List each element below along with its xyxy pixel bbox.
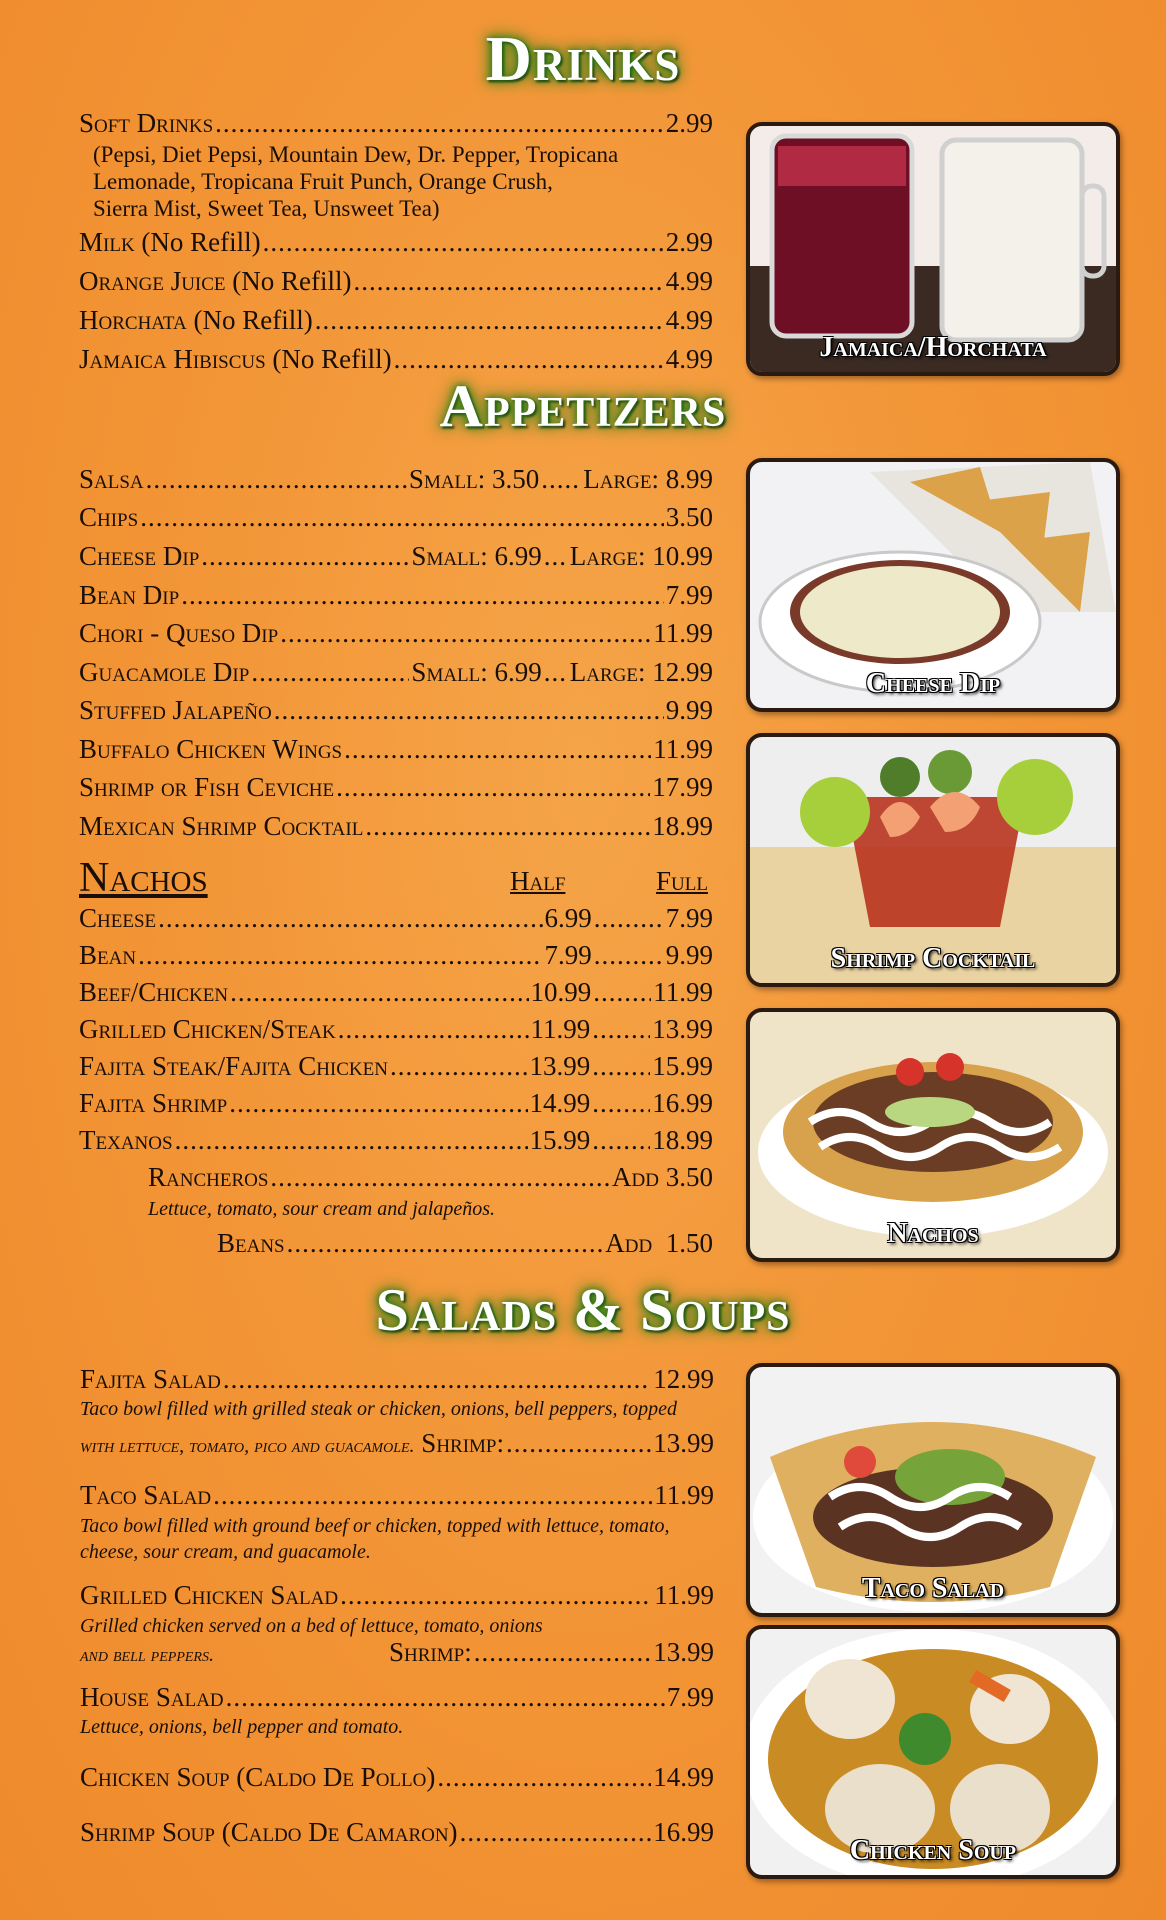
item-price: 16.99 <box>653 1817 714 1847</box>
nacho-item-bean <box>79 940 713 971</box>
nacho-item-beef-chicken <box>79 977 713 1008</box>
item-price: 2.99 <box>665 108 713 138</box>
menu-item-house-salad <box>80 1682 714 1713</box>
desc-line: Taco bowl filled with ground beef or chicken, topped with lettuce, tomato, <box>80 1515 670 1537</box>
price-half: 6.99 <box>544 903 592 933</box>
menu-item-chicken-soup <box>80 1762 714 1793</box>
item-name: Chori - Queso Dip <box>79 618 279 648</box>
item-price: 2.99 <box>665 227 713 257</box>
photo-caption: Chicken Soup <box>849 1835 1017 1866</box>
price-full: 18.99 <box>652 1125 713 1155</box>
photo-cheese-dip <box>746 458 1120 712</box>
item-name: Milk <box>79 227 135 257</box>
price-half: 10.99 <box>530 977 592 1007</box>
photo-taco-salad <box>746 1363 1120 1617</box>
menu-item-taco-salad <box>80 1480 714 1511</box>
fajita-salad-shrimp <box>80 1428 714 1459</box>
price-large: Large: 10.99 <box>569 541 713 571</box>
photo-chicken-soup <box>746 1625 1120 1879</box>
item-name: Jamaica Hibiscus <box>79 344 266 374</box>
price-full: 16.99 <box>652 1088 713 1118</box>
photo-caption: Taco Salad <box>861 1573 1005 1604</box>
price-full: 9.99 <box>665 940 713 970</box>
item-name: Cheese <box>79 903 157 933</box>
item-price: Add 1.50 <box>605 1228 713 1258</box>
shrimp-price: 13.99 <box>653 1428 714 1458</box>
item-price: 14.99 <box>653 1762 714 1792</box>
item-price: 4.99 <box>665 266 713 296</box>
menu-item-fajita-salad <box>80 1364 714 1395</box>
item-price: 3.50 <box>665 502 713 532</box>
shrimp-label: Shrimp: <box>421 1428 504 1458</box>
item-name: Horchata <box>79 305 187 335</box>
nacho-item-fajita-steak <box>79 1051 713 1082</box>
price-full: 15.99 <box>652 1051 713 1081</box>
menu-item-ceviche <box>79 772 713 803</box>
shrimp-price: 13.99 <box>653 1637 714 1667</box>
item-name: Bean <box>79 940 137 970</box>
price-half: 11.99 <box>530 1014 591 1044</box>
item-price: 17.99 <box>652 772 713 802</box>
desc-line: Sierra Mist, Sweet Tea, Unsweet Tea) <box>93 196 440 221</box>
item-name: Beef/Chicken <box>79 977 229 1007</box>
fajita-salad-desc: Taco bowl filled with grilled steak or chicken, onions, bell peppers, topped <box>80 1398 677 1420</box>
item-price: 4.99 <box>665 305 713 335</box>
menu-item-wings <box>79 734 713 765</box>
item-price: 9.99 <box>665 695 713 725</box>
taco-salad-desc <box>80 1513 670 1565</box>
price-large: Large: 8.99 <box>583 464 713 494</box>
item-name: Stuffed Jalapeño <box>79 695 272 725</box>
item-price: 7.99 <box>666 1682 714 1712</box>
salads-heading: Salads & Soups <box>375 1277 791 1343</box>
grilled-salad-desc: Grilled chicken served on a bed of lettuce, tomato, onions <box>80 1615 543 1637</box>
item-name: Bean Dip <box>79 580 180 610</box>
price-half: 13.99 <box>529 1051 591 1081</box>
desc-text: and bell peppers. <box>80 1644 214 1666</box>
price-half: 7.99 <box>544 940 592 970</box>
item-price: 11.99 <box>654 1580 714 1610</box>
item-name: Fajita Shrimp <box>79 1088 228 1118</box>
photo-caption: Nachos <box>887 1218 979 1249</box>
menu-item-milk <box>79 227 713 258</box>
menu-item-jamaica <box>79 344 713 375</box>
photo-nachos <box>746 1008 1120 1262</box>
price-small: Small: 6.99 <box>411 657 542 687</box>
item-note: (No Refill) <box>141 227 261 257</box>
item-name: Shrimp Soup (Caldo De Camaron) <box>80 1817 458 1847</box>
menu-item-guacamole <box>79 657 713 688</box>
soft-drinks-description <box>93 141 618 222</box>
item-price: Add 3.50 <box>612 1162 713 1192</box>
desc-line: cheese, sour cream, and guacamole. <box>80 1541 371 1563</box>
menu-item-grilled-chicken-salad <box>80 1580 714 1611</box>
item-name: Shrimp or Fish Ceviche <box>79 772 335 802</box>
item-note: (No Refill) <box>193 305 313 335</box>
desc-line: Lemonade, Tropicana Fruit Punch, Orange Crush, <box>93 169 553 194</box>
photo-caption: Cheese Dip <box>865 668 1001 699</box>
price-full: 13.99 <box>652 1014 713 1044</box>
menu-item-horchata <box>79 305 713 336</box>
menu-item-jalapeno <box>79 695 713 726</box>
menu-item-salsa <box>79 464 713 495</box>
price-full: 7.99 <box>665 903 713 933</box>
item-price: 11.99 <box>654 1480 714 1510</box>
appetizers-heading: Appetizers <box>439 373 727 439</box>
item-name: Grilled Chicken/Steak <box>79 1014 336 1044</box>
menu-item-orange-juice <box>79 266 713 297</box>
item-name: Fajita Steak/Fajita Chicken <box>79 1051 388 1081</box>
item-name: Soft Drinks <box>79 108 214 138</box>
menu-item-chips <box>79 502 713 533</box>
menu-item-chori-queso <box>79 618 713 649</box>
nacho-item-cheese <box>79 903 713 934</box>
item-name: Taco Salad <box>80 1480 212 1510</box>
nacho-item-grilled <box>79 1014 713 1045</box>
item-name: House Salad <box>80 1682 224 1712</box>
item-note: (No Refill) <box>232 266 352 296</box>
desc-text: with lettuce, tomato, pico and guacamole. <box>80 1435 415 1457</box>
desc-line: (Pepsi, Diet Pepsi, Mountain Dew, Dr. Pepper, Tropicana <box>93 142 619 167</box>
nacho-addon-beans <box>217 1228 713 1259</box>
item-price: 18.99 <box>652 811 713 841</box>
menu-item-shrimp-cocktail <box>79 811 713 842</box>
item-name: Grilled Chicken Salad <box>80 1580 339 1610</box>
item-name: Fajita Salad <box>80 1364 221 1394</box>
nacho-item-texanos <box>79 1125 713 1156</box>
item-name: Texanos <box>79 1125 173 1155</box>
price-half: 15.99 <box>529 1125 591 1155</box>
item-name: Salsa <box>79 464 144 494</box>
price-half: 14.99 <box>529 1088 591 1118</box>
item-price: 11.99 <box>653 618 713 648</box>
shrimp-label: Shrimp: <box>389 1637 472 1667</box>
item-name: Rancheros <box>148 1162 269 1192</box>
menu-item-bean-dip <box>79 580 713 611</box>
house-salad-desc: Lettuce, onions, bell pepper and tomato. <box>80 1716 404 1738</box>
item-name: Chicken Soup (Caldo De Pollo) <box>80 1762 436 1792</box>
item-price: 11.99 <box>653 734 713 764</box>
item-name: Cheese Dip <box>79 541 200 571</box>
nacho-addon-rancheros <box>148 1162 713 1193</box>
item-name: Guacamole Dip <box>79 657 250 687</box>
item-price: 7.99 <box>665 580 713 610</box>
item-note: (No Refill) <box>272 344 392 374</box>
menu-item-soft-drinks <box>79 108 713 139</box>
price-small: Small: 3.50 <box>408 464 540 494</box>
item-price: 4.99 <box>665 344 713 374</box>
grilled-salad-shrimp <box>80 1637 714 1668</box>
item-name: Orange Juice <box>79 266 226 296</box>
menu-item-shrimp-soup <box>80 1817 714 1848</box>
item-name: Beans <box>217 1228 285 1258</box>
half-label: Half <box>510 866 566 896</box>
photo-jamaica-horchata <box>746 122 1120 376</box>
nachos-heading: Nachos <box>79 855 208 901</box>
drinks-heading: Drinks <box>485 23 681 94</box>
photo-shrimp-cocktail <box>746 733 1120 987</box>
price-small: Small: 6.99 <box>411 541 542 571</box>
item-name: Buffalo Chicken Wings <box>79 734 343 764</box>
nacho-item-fajita-shrimp <box>79 1088 713 1119</box>
photo-caption: Shrimp Cocktail <box>830 943 1036 974</box>
price-full: 11.99 <box>653 977 713 1007</box>
menu-item-cheese-dip <box>79 541 713 572</box>
item-name: Mexican Shrimp Cocktail <box>79 811 364 841</box>
item-name: Chips <box>79 502 139 532</box>
full-label: Full <box>656 866 708 896</box>
price-large: Large: 12.99 <box>569 657 713 687</box>
item-price: 12.99 <box>653 1364 714 1394</box>
photo-caption: Jamaica/Horchata <box>819 332 1047 363</box>
rancheros-description: Lettuce, tomato, sour cream and jalapeños. <box>148 1198 496 1220</box>
